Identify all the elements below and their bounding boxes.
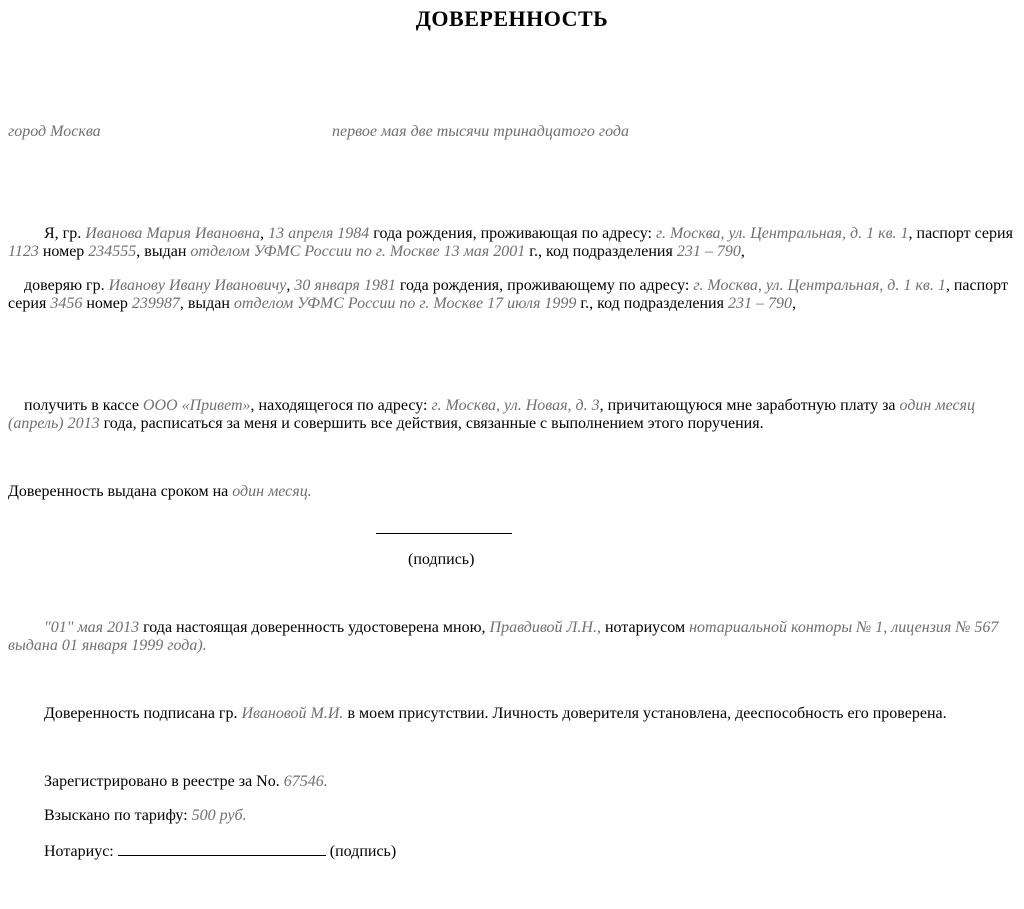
agent-passport-series: 3456 bbox=[50, 295, 83, 312]
principal-division-code: 231 – 790 bbox=[676, 243, 741, 260]
signer-name: Ивановой М.И. bbox=[241, 705, 344, 722]
company-address: г. Москва, ул. Новая, д. 3 bbox=[431, 397, 600, 414]
principal-passport-issuer: отделом УФМС России по г. Москве 13 мая 2001 bbox=[190, 243, 526, 260]
registry-number: 67546. bbox=[283, 773, 328, 790]
agent-paragraph: доверяю гр. Иванову Ивану Ивановичу, 30 января 1981 года рождения, проживающему по адресу: г. Москва, ул. Центральная, д. 1 кв. 1, паспорт серия 3456 номер 239987, выдан отделом УФМС России по г. Москве 17 июля 1999 г., код подразделения 231 – 790, bbox=[8, 277, 1008, 312]
task-paragraph: получить в кассе ООО «Привет», находящегося по адресу: г. Москва, ул. Новая, д. 3, причитающуюся мне заработную плату за один месяц (апрель) 2013 года, расписаться за меня и совершить все действия, связанные с выполнением этого поручения. bbox=[8, 397, 975, 432]
principal-passport-number: 234555 bbox=[88, 243, 137, 260]
notary-signature-line: Нотариус: (подпись) bbox=[44, 843, 397, 860]
certification-date: "01" мая 2013 bbox=[44, 619, 140, 636]
agent-passport-issuer: отделом УФМС России по г. Москве 17 июля 1999 bbox=[233, 295, 577, 312]
agent-division-code: 231 – 790 bbox=[727, 295, 792, 312]
notary-certification: "01" мая 2013 года настоящая доверенность удостоверена мною, Правдивой Л.Н., нотариусом нотариальной конторы № 1, лицензия № 567 выдана 01 января 1999 года). bbox=[8, 619, 999, 654]
agent-passport-number: 239987 bbox=[131, 295, 180, 312]
salary-period: один месяц (апрель) 2013 bbox=[8, 397, 975, 432]
agent-dob: 30 января 1981 bbox=[294, 277, 396, 294]
fee-amount: 500 руб. bbox=[191, 807, 247, 824]
agent-address: г. Москва, ул. Центральная, д. 1 кв. 1 bbox=[693, 277, 946, 294]
registry-line: Зарегистрировано в реестре за No. 67546. bbox=[44, 773, 328, 790]
notary-office: нотариальной конторы № 1, лицензия № 567 выдана 01 января 1999 года). bbox=[8, 619, 999, 654]
principal-signature-line bbox=[376, 533, 512, 534]
signature-caption: (подпись) bbox=[408, 551, 475, 568]
term-paragraph: Доверенность выдана сроком на один месяц. bbox=[8, 483, 312, 500]
company-name: ООО «Привет» bbox=[142, 397, 251, 414]
document-title: ДОВЕРЕННОСТЬ bbox=[415, 6, 609, 31]
principal-address: г. Москва, ул. Центральная, д. 1 кв. 1 bbox=[656, 225, 909, 242]
place: город Москва bbox=[8, 123, 101, 140]
date-in-words: первое мая две тысячи тринадцатого года bbox=[332, 123, 629, 140]
notary-name: Правдивой Л.Н., bbox=[489, 619, 601, 636]
principal-dob: 13 апреля 1984 bbox=[268, 225, 370, 242]
notary-signature-blank bbox=[118, 841, 326, 856]
agent-name: Иванову Ивану Ивановичу bbox=[108, 277, 287, 294]
signed-paragraph: Доверенность подписана гр. Ивановой М.И. в моем присутствии. Личность доверителя установлена, дееспособность его проверена. bbox=[44, 705, 947, 722]
term-value: один месяц. bbox=[232, 483, 312, 500]
fee-line: Взыскано по тарифу: 500 руб. bbox=[44, 807, 247, 824]
principal-name: Иванова Мария Ивановна bbox=[85, 225, 261, 242]
principal-passport-series: 1123 bbox=[8, 243, 39, 260]
principal-paragraph: Я, гр. Иванова Мария Ивановна, 13 апреля 1984 года рождения, проживающая по адресу: г. Москва, ул. Центральная, д. 1 кв. 1, паспорт серия 1123 номер 234555, выдан отделом УФМС России по г. Москве 13 мая 2001 г., код подразделения 231 – 790, bbox=[8, 225, 1013, 260]
